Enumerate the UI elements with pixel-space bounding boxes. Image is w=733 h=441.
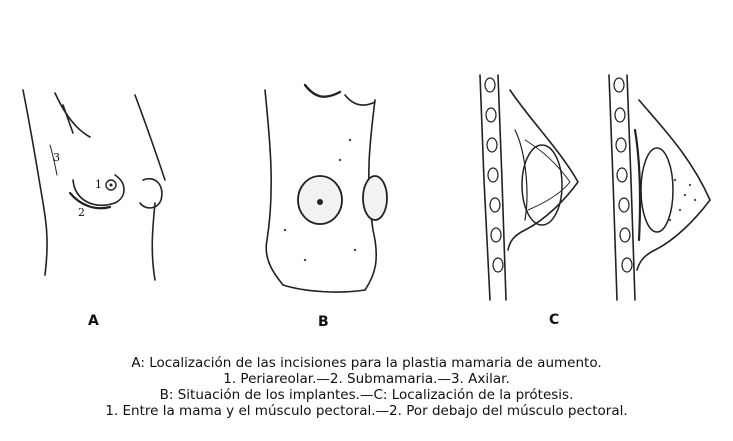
caption-line-2: 1. Periareolar.—2. Submamaria.—3. Axilar.: [223, 371, 510, 387]
incision-label-3: 3: [53, 151, 60, 164]
caption-line-4: 1. Entre la mama y el músculo pectoral.—2. Por debajo del músculo pectoral.: [105, 403, 628, 419]
incision-label-1: 1: [95, 178, 102, 191]
panel-a-letter: A: [88, 313, 99, 329]
panel-c-section-left-drawing: [470, 70, 590, 310]
implant-right-icon: [363, 176, 387, 220]
panel-c-section-right-drawing: [595, 70, 720, 310]
panel-c-letter: C: [549, 312, 560, 328]
panel-b-letter: B: [318, 314, 329, 330]
prosthesis-right-icon: [641, 148, 673, 232]
prosthesis-left-icon: [522, 145, 562, 225]
caption-line-1: A: Localización de las incisiones para la plastia mamaria de aumento.: [131, 355, 602, 371]
incision-label-2: 2: [78, 206, 85, 219]
caption-line-3: B: Situación de los implantes.—C: Localización de la prótesis.: [159, 387, 574, 403]
panel-b-torso-drawing: [245, 80, 405, 300]
